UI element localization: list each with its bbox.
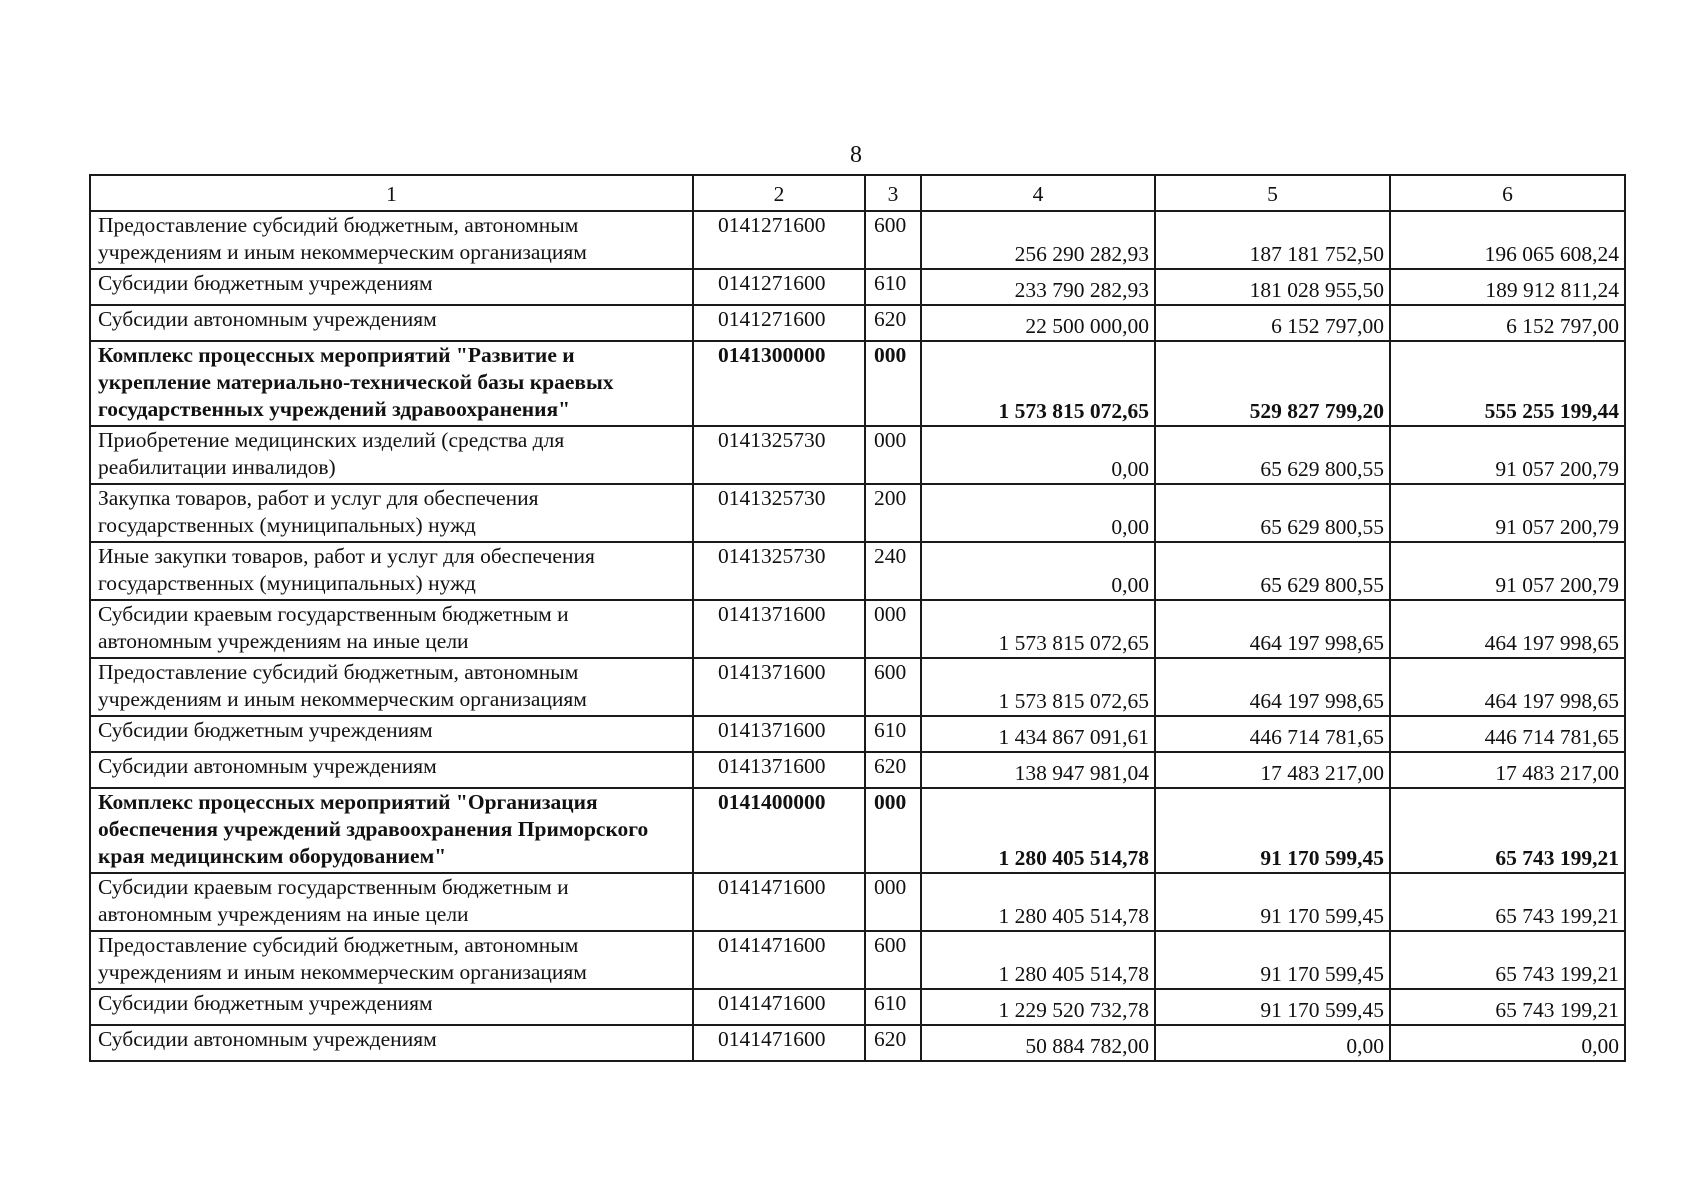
amount-col-6: 65 743 199,21 bbox=[1390, 788, 1625, 873]
target-code: 0141325730 bbox=[693, 484, 865, 542]
expense-type-code: 610 bbox=[865, 269, 921, 305]
expense-type-code: 610 bbox=[865, 989, 921, 1025]
expense-type-code: 620 bbox=[865, 752, 921, 788]
item-name: Приобретение медицинских изделий (средства для реабилитации инвалидов) bbox=[90, 426, 693, 484]
item-name: Субсидии краевым государственным бюджетным и автономным учреждениям на иные цели bbox=[90, 600, 693, 658]
target-code: 0141471600 bbox=[693, 931, 865, 989]
expense-type-code: 000 bbox=[865, 426, 921, 484]
table-row bbox=[90, 752, 1625, 788]
expense-type-code: 200 bbox=[865, 484, 921, 542]
amount-col-6: 196 065 608,24 bbox=[1390, 211, 1625, 269]
item-name: Субсидии автономным учреждениям bbox=[90, 752, 693, 788]
amount-col-4: 256 290 282,93 bbox=[921, 211, 1155, 269]
amount-col-5: 187 181 752,50 bbox=[1155, 211, 1390, 269]
amount-col-4: 1 573 815 072,65 bbox=[921, 658, 1155, 716]
table-row bbox=[90, 484, 1625, 542]
amount-col-5: 6 152 797,00 bbox=[1155, 305, 1390, 341]
amount-col-5: 17 483 217,00 bbox=[1155, 752, 1390, 788]
expense-type-code: 610 bbox=[865, 716, 921, 752]
amount-col-6: 91 057 200,79 bbox=[1390, 426, 1625, 484]
amount-col-4: 0,00 bbox=[921, 542, 1155, 600]
column-header-3: 3 bbox=[865, 175, 921, 211]
target-code: 0141471600 bbox=[693, 873, 865, 931]
amount-col-6: 555 255 199,44 bbox=[1390, 341, 1625, 426]
amount-col-5: 65 629 800,55 bbox=[1155, 426, 1390, 484]
table-row bbox=[90, 989, 1625, 1025]
expense-type-code: 600 bbox=[865, 658, 921, 716]
target-code: 0141471600 bbox=[693, 1025, 865, 1061]
table-row-program-complex bbox=[90, 341, 1625, 426]
item-name: Комплекс процессных мероприятий "Организация обеспечения учреждений здравоохранения Приморского края медицинским оборудованием" bbox=[90, 788, 693, 873]
table-header bbox=[90, 175, 1625, 211]
item-name: Субсидии бюджетным учреждениям bbox=[90, 269, 693, 305]
amount-col-6: 17 483 217,00 bbox=[1390, 752, 1625, 788]
target-code: 0141325730 bbox=[693, 542, 865, 600]
expense-type-code: 000 bbox=[865, 341, 921, 426]
target-code: 0141271600 bbox=[693, 305, 865, 341]
amount-col-4: 22 500 000,00 bbox=[921, 305, 1155, 341]
table-body bbox=[90, 211, 1625, 1061]
amount-col-6: 446 714 781,65 bbox=[1390, 716, 1625, 752]
table-row-program-complex bbox=[90, 788, 1625, 873]
expense-type-code: 000 bbox=[865, 600, 921, 658]
table-row bbox=[90, 1025, 1625, 1061]
table-row bbox=[90, 542, 1625, 600]
amount-col-6: 189 912 811,24 bbox=[1390, 269, 1625, 305]
target-code: 0141300000 bbox=[693, 341, 865, 426]
table-row bbox=[90, 426, 1625, 484]
amount-col-5: 0,00 bbox=[1155, 1025, 1390, 1061]
item-name: Закупка товаров, работ и услуг для обеспечения государственных (муниципальных) нужд bbox=[90, 484, 693, 542]
item-name: Комплекс процессных мероприятий "Развитие и укрепление материально-технической базы краевых государственных учреждений здравоохранения" bbox=[90, 341, 693, 426]
amount-col-6: 91 057 200,79 bbox=[1390, 542, 1625, 600]
amount-col-4: 1 280 405 514,78 bbox=[921, 873, 1155, 931]
column-header-6: 6 bbox=[1390, 175, 1625, 211]
amount-col-4: 0,00 bbox=[921, 484, 1155, 542]
table-row bbox=[90, 305, 1625, 341]
item-name: Предоставление субсидий бюджетным, автономным учреждениям и иным некоммерческим организациям bbox=[90, 931, 693, 989]
amount-col-4: 1 434 867 091,61 bbox=[921, 716, 1155, 752]
expense-type-code: 600 bbox=[865, 211, 921, 269]
amount-col-4: 1 229 520 732,78 bbox=[921, 989, 1155, 1025]
target-code: 0141471600 bbox=[693, 989, 865, 1025]
amount-col-6: 91 057 200,79 bbox=[1390, 484, 1625, 542]
table-row bbox=[90, 931, 1625, 989]
amount-col-4: 0,00 bbox=[921, 426, 1155, 484]
amount-col-5: 464 197 998,65 bbox=[1155, 600, 1390, 658]
amount-col-5: 181 028 955,50 bbox=[1155, 269, 1390, 305]
target-code: 0141371600 bbox=[693, 716, 865, 752]
amount-col-5: 529 827 799,20 bbox=[1155, 341, 1390, 426]
target-code: 0141271600 bbox=[693, 269, 865, 305]
amount-col-5: 91 170 599,45 bbox=[1155, 788, 1390, 873]
amount-col-5: 464 197 998,65 bbox=[1155, 658, 1390, 716]
amount-col-6: 6 152 797,00 bbox=[1390, 305, 1625, 341]
amount-col-4: 50 884 782,00 bbox=[921, 1025, 1155, 1061]
amount-col-5: 65 629 800,55 bbox=[1155, 484, 1390, 542]
expense-type-code: 000 bbox=[865, 788, 921, 873]
table-row bbox=[90, 873, 1625, 931]
target-code: 0141371600 bbox=[693, 600, 865, 658]
item-name: Субсидии бюджетным учреждениям bbox=[90, 716, 693, 752]
amount-col-4: 1 573 815 072,65 bbox=[921, 600, 1155, 658]
table-row bbox=[90, 600, 1625, 658]
item-name: Предоставление субсидий бюджетным, автономным учреждениям и иным некоммерческим организациям bbox=[90, 658, 693, 716]
amount-col-5: 91 170 599,45 bbox=[1155, 931, 1390, 989]
header-row bbox=[90, 175, 1625, 211]
amount-col-4: 1 280 405 514,78 bbox=[921, 931, 1155, 989]
table-row bbox=[90, 211, 1625, 269]
amount-col-6: 464 197 998,65 bbox=[1390, 658, 1625, 716]
expense-type-code: 620 bbox=[865, 1025, 921, 1061]
item-name: Иные закупки товаров, работ и услуг для обеспечения государственных (муниципальных) нужд bbox=[90, 542, 693, 600]
item-name: Субсидии бюджетным учреждениям bbox=[90, 989, 693, 1025]
table-row bbox=[90, 269, 1625, 305]
amount-col-4: 233 790 282,93 bbox=[921, 269, 1155, 305]
expense-type-code: 240 bbox=[865, 542, 921, 600]
table-row bbox=[90, 716, 1625, 752]
amount-col-5: 446 714 781,65 bbox=[1155, 716, 1390, 752]
amount-col-6: 464 197 998,65 bbox=[1390, 600, 1625, 658]
expense-type-code: 620 bbox=[865, 305, 921, 341]
column-header-4: 4 bbox=[921, 175, 1155, 211]
budget-table bbox=[89, 174, 1626, 1062]
amount-col-4: 1 280 405 514,78 bbox=[921, 788, 1155, 873]
item-name: Субсидии автономным учреждениям bbox=[90, 1025, 693, 1061]
expense-type-code: 000 bbox=[865, 873, 921, 931]
column-header-1: 1 bbox=[90, 175, 693, 211]
column-header-2: 2 bbox=[693, 175, 865, 211]
target-code: 0141271600 bbox=[693, 211, 865, 269]
amount-col-5: 91 170 599,45 bbox=[1155, 989, 1390, 1025]
table-row bbox=[90, 658, 1625, 716]
expense-type-code: 600 bbox=[865, 931, 921, 989]
item-name: Предоставление субсидий бюджетным, автономным учреждениям и иным некоммерческим организациям bbox=[90, 211, 693, 269]
target-code: 0141400000 bbox=[693, 788, 865, 873]
amount-col-6: 65 743 199,21 bbox=[1390, 931, 1625, 989]
target-code: 0141371600 bbox=[693, 752, 865, 788]
target-code: 0141325730 bbox=[693, 426, 865, 484]
amount-col-4: 1 573 815 072,65 bbox=[921, 341, 1155, 426]
amount-col-6: 65 743 199,21 bbox=[1390, 989, 1625, 1025]
amount-col-6: 65 743 199,21 bbox=[1390, 873, 1625, 931]
item-name: Субсидии краевым государственным бюджетным и автономным учреждениям на иные цели bbox=[90, 873, 693, 931]
amount-col-4: 138 947 981,04 bbox=[921, 752, 1155, 788]
page-number: 8 bbox=[850, 142, 862, 168]
amount-col-5: 65 629 800,55 bbox=[1155, 542, 1390, 600]
target-code: 0141371600 bbox=[693, 658, 865, 716]
amount-col-6: 0,00 bbox=[1390, 1025, 1625, 1061]
amount-col-5: 91 170 599,45 bbox=[1155, 873, 1390, 931]
item-name: Субсидии автономным учреждениям bbox=[90, 305, 693, 341]
column-header-5: 5 bbox=[1155, 175, 1390, 211]
